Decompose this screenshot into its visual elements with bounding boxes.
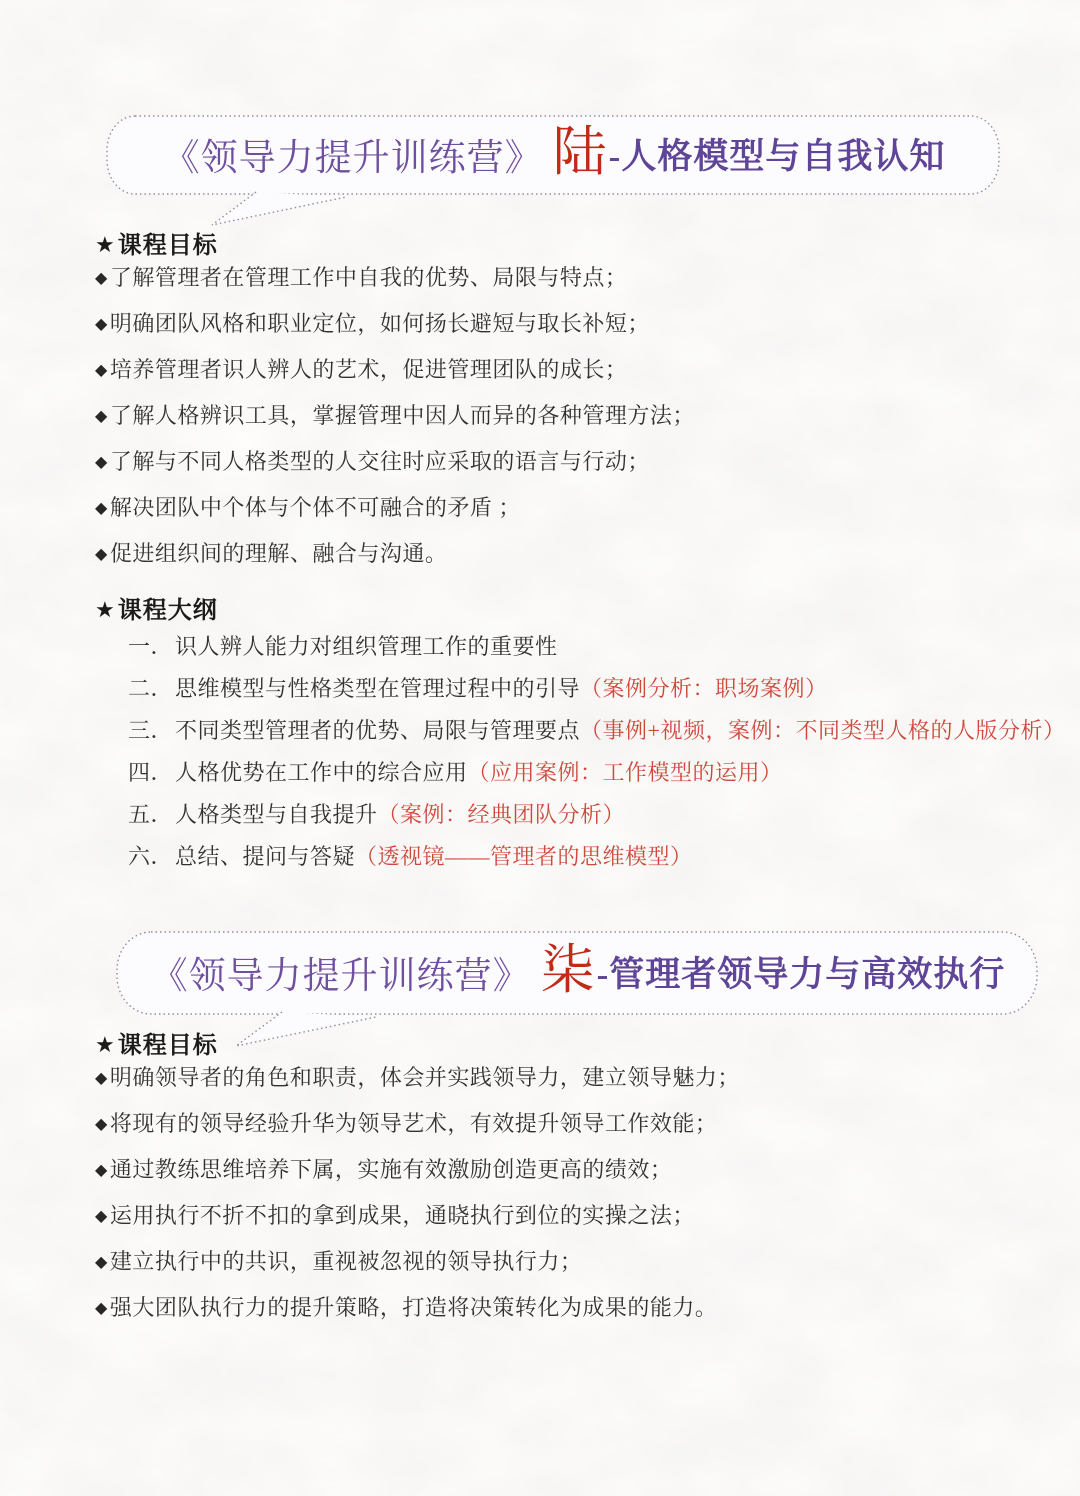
- heading-label: 课程目标: [117, 1032, 218, 1059]
- outline-text: 思维模型与性格类型在管理过程中的引导: [175, 676, 581, 701]
- banner-tail: [212, 192, 346, 225]
- objective-item: [95, 495, 1025, 524]
- banner-subtitle: -管理者领导力与高效执行: [596, 955, 1006, 994]
- banner-course6: [104, 112, 1004, 230]
- outline-note: （案例分析：职场案例）: [580, 676, 828, 701]
- objectives-list: [95, 1065, 1045, 1324]
- objective-item: [95, 311, 1025, 340]
- outline-note: （应用案例：工作模型的运用）: [467, 760, 783, 785]
- section-course6-objectives: [95, 233, 1025, 587]
- banner-course7: [114, 928, 1042, 1050]
- outline-number: 三．: [128, 718, 174, 743]
- outline-text: 不同类型管理者的优势、局限与管理要点: [175, 718, 581, 743]
- outline-number: 五．: [128, 802, 174, 827]
- objective-item: [95, 1249, 1045, 1278]
- objective-item: [95, 449, 1025, 478]
- diamond-icon: ◆: [95, 362, 108, 379]
- diamond-icon: ◆: [95, 1208, 108, 1225]
- diamond-icon: ◆: [95, 1070, 108, 1087]
- diamond-icon: ◆: [95, 1300, 108, 1317]
- banner-series-title: 《领导力提升训练营》: [162, 138, 543, 179]
- outline-note: （事例+视频，案例：不同类型人格的人版分析）: [580, 718, 1066, 743]
- objective-text: 促进组织间的理解、融合与沟通。: [109, 541, 448, 566]
- outline-item: [128, 714, 1066, 748]
- outline-number: 二．: [128, 676, 174, 701]
- outline-number: 六．: [128, 844, 174, 869]
- banner-subtitle: -人格模型与自我认知: [608, 137, 946, 176]
- star-icon: ★: [95, 232, 116, 257]
- objective-item: [95, 1111, 1045, 1140]
- objective-text: 明确领导者的角色和职责，体会并实践领导力，建立领导魅力；: [109, 1065, 740, 1090]
- outline-item: [128, 630, 1066, 664]
- diamond-icon: ◆: [95, 1116, 108, 1133]
- heading-label: 课程目标: [117, 232, 218, 259]
- objectives-heading: [95, 1033, 1045, 1059]
- outline-item: [128, 672, 1066, 706]
- outline-note: （透视镜——管理者的思维模型）: [355, 844, 693, 869]
- outline-item: [128, 840, 1066, 874]
- objective-text: 培养管理者识人辨人的艺术，促进管理团队的成长；: [109, 357, 628, 382]
- objective-text: 解决团队中个体与个体不可融合的矛盾 ；: [109, 495, 521, 520]
- objective-item: [95, 357, 1025, 386]
- objective-text: 了解管理者在管理工作中自我的优势、局限与特点；: [109, 265, 628, 290]
- outline-item: [128, 798, 1066, 832]
- objectives-list: [95, 265, 1025, 570]
- outline-number: 四．: [128, 760, 174, 785]
- diamond-icon: ◆: [95, 408, 108, 425]
- objective-text: 建立执行中的共识，重视被忽视的领导执行力；: [109, 1249, 583, 1274]
- outline-item: [128, 756, 1066, 790]
- outline-text: 总结、提问与答疑: [175, 844, 356, 869]
- section-course6-outline: [95, 597, 1066, 882]
- objective-text: 通过教练思维培养下属，实施有效激励创造更高的绩效；: [109, 1157, 673, 1182]
- outline-heading: [95, 598, 1030, 624]
- banner-course-number: 陆: [552, 122, 607, 182]
- outline-note: （案例：经典团队分析）: [377, 802, 626, 827]
- diamond-icon: ◆: [95, 546, 108, 563]
- objective-text: 明确团队风格和职业定位，如何扬长避短与取长补短；: [109, 311, 650, 336]
- outline-text: 人格类型与自我提升: [175, 802, 378, 827]
- diamond-icon: ◆: [95, 316, 108, 333]
- banner-course-number: 柒: [540, 940, 595, 1000]
- section-course7-objectives: [95, 1033, 1045, 1341]
- outline-text: 识人辨人能力对组织管理工作的重要性: [175, 634, 558, 659]
- diamond-icon: ◆: [95, 270, 108, 287]
- objective-item: [95, 403, 1025, 432]
- objective-item: [95, 1295, 1045, 1324]
- objective-item: [95, 1203, 1045, 1232]
- diamond-icon: ◆: [95, 500, 108, 517]
- diamond-icon: ◆: [95, 454, 108, 471]
- objective-text: 了解人格辨识工具，掌握管理中因人而异的各种管理方法；: [109, 403, 695, 428]
- objective-item: [95, 1157, 1045, 1186]
- diamond-icon: ◆: [95, 1162, 108, 1179]
- outline-number: 一．: [128, 634, 174, 659]
- objective-text: 了解与不同人格类型的人交往时应采取的语言与行动；: [109, 449, 650, 474]
- outline-list: [95, 630, 1066, 874]
- star-icon: ★: [95, 1032, 116, 1057]
- diamond-icon: ◆: [95, 1254, 108, 1271]
- objective-item: [95, 265, 1025, 294]
- objective-text: 将现有的领导经验升华为领导艺术，有效提升领导工作效能；: [109, 1111, 718, 1136]
- outline-text: 人格优势在工作中的综合应用: [175, 760, 468, 785]
- objective-text: 运用执行不折不扣的拿到成果，通晓执行到位的实操之法；: [109, 1203, 695, 1228]
- objective-item: [95, 1065, 1045, 1094]
- objective-text: 强大团队执行力的提升策略，打造将决策转化为成果的能力。: [109, 1295, 718, 1320]
- heading-label: 课程大纲: [117, 597, 218, 624]
- banner-series-title: 《领导力提升训练营》: [150, 956, 531, 997]
- objective-item: [95, 541, 1025, 570]
- objectives-heading: [95, 233, 1025, 259]
- star-icon: ★: [95, 597, 116, 622]
